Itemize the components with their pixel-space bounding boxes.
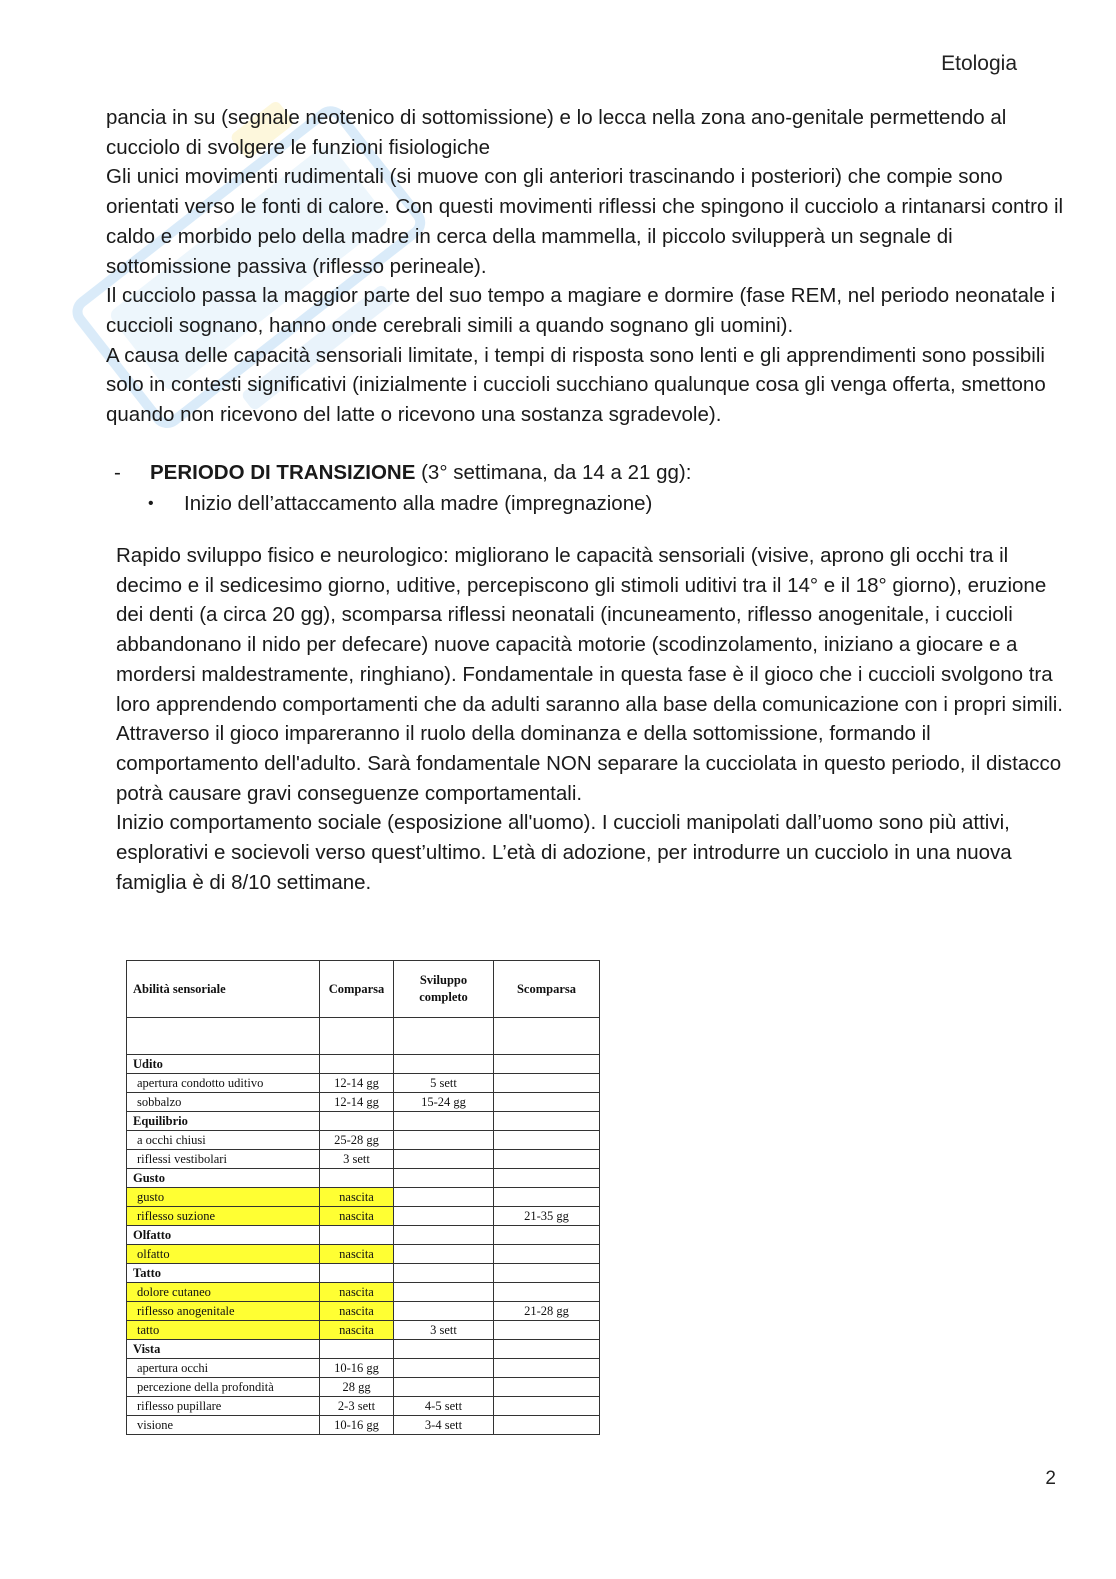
comparsa-cell: 2-3 sett bbox=[320, 1397, 394, 1416]
paragraph: Rapido sviluppo fisico e neurologico: migliorano le capacità sensoriali (visive, aprono gli occhi tra il decimo e il sedicesimo giorno, uditive, percepiscono gli stimoli uditivi tra il 14° e il 18° giorno), eruzione dei denti (a circa 20 gg), scomparsa riflessi neonatali (incuneamento, riflesso anogenitale, i cuccioli abbandonano il nido per defecare) nuove capacità motorie (scodinzolamento, iniziano a giocare e a mordersi maldestramente, ringhiano). Fondamentale in questa fase è il gioco che i cuccioli svolgono tra loro apprendendo comportamenti che da adulti saranno alla base della comunicazione con i propri simili. Attraverso il gioco impareranno il ruolo della dominanza e della sottomissione, formando il comportamento dell'adulto. Sarà fondamentale NON separare la cucciolata in questo periodo, il distacco potrà causare gravi conseguenze comportamentali. bbox=[116, 544, 1063, 805]
ability-cell: riflesso suzione bbox=[127, 1207, 320, 1226]
sviluppo-cell: 4-5 sett bbox=[394, 1397, 494, 1416]
empty-cell bbox=[394, 1264, 494, 1283]
column-header: Abilità sensoriale bbox=[127, 961, 320, 1018]
comparsa-cell: 10-16 gg bbox=[320, 1359, 394, 1378]
comparsa-cell: 28 gg bbox=[320, 1378, 394, 1397]
body-text bbox=[116, 541, 1066, 897]
ability-cell: sobbalzo bbox=[127, 1093, 320, 1112]
table-row bbox=[127, 1302, 600, 1321]
table-row bbox=[127, 1093, 600, 1112]
scomparsa-cell bbox=[494, 1283, 600, 1302]
empty-cell bbox=[494, 1226, 600, 1245]
empty-cell bbox=[494, 1169, 600, 1188]
ability-cell: riflesso pupillare bbox=[127, 1397, 320, 1416]
comparsa-cell: 10-16 gg bbox=[320, 1416, 394, 1435]
empty-cell bbox=[320, 1226, 394, 1245]
sviluppo-cell bbox=[394, 1359, 494, 1378]
sviluppo-cell: 5 sett bbox=[394, 1074, 494, 1093]
table-category-row bbox=[127, 1340, 600, 1359]
scomparsa-cell bbox=[494, 1188, 600, 1207]
table-row bbox=[127, 1245, 600, 1264]
sviluppo-cell: 3 sett bbox=[394, 1321, 494, 1340]
ability-cell: apertura occhi bbox=[127, 1359, 320, 1378]
comparsa-cell: nascita bbox=[320, 1321, 394, 1340]
comparsa-cell: nascita bbox=[320, 1283, 394, 1302]
scomparsa-cell bbox=[494, 1074, 600, 1093]
comparsa-cell: nascita bbox=[320, 1188, 394, 1207]
ability-cell: visione bbox=[127, 1416, 320, 1435]
scomparsa-cell bbox=[494, 1397, 600, 1416]
scomparsa-cell bbox=[494, 1150, 600, 1169]
empty-cell bbox=[320, 1264, 394, 1283]
empty-cell bbox=[494, 1055, 600, 1074]
table-row bbox=[127, 1150, 600, 1169]
ability-cell: olfatto bbox=[127, 1245, 320, 1264]
empty-cell bbox=[320, 1112, 394, 1131]
table-category-row bbox=[127, 1112, 600, 1131]
category-label: Tatto bbox=[127, 1264, 320, 1283]
ability-cell: riflessi vestibolari bbox=[127, 1150, 320, 1169]
comparsa-cell: nascita bbox=[320, 1245, 394, 1264]
scomparsa-cell bbox=[494, 1416, 600, 1435]
table-spacer-row bbox=[127, 1018, 600, 1055]
table-row bbox=[127, 1321, 600, 1340]
ability-cell: riflesso anogenitale bbox=[127, 1302, 320, 1321]
sviluppo-cell bbox=[394, 1207, 494, 1226]
paragraph: Inizio comportamento sociale (esposizione all'uomo). I cuccioli manipolati dall’uomo sono più attivi, esplorativi e socievoli verso quest’ultimo. L’età di adozione, per introdurre un cucciolo in una nuova famiglia è di 8/10 settimane. bbox=[116, 811, 1012, 894]
comparsa-cell: 3 sett bbox=[320, 1150, 394, 1169]
category-label: Udito bbox=[127, 1055, 320, 1074]
paragraph: Gli unici movimenti rudimentali (si muove con gli anteriori trascinando i posteriori) che compie sono orientati verso le fonti di calore. Con questi movimenti riflessi che spingono il cucciolo a rintanarsi contro il caldo e morbido pelo della madre in cerca della mammella, il piccolo svilupperà un segnale di sottomissione passiva (riflesso perineale). bbox=[106, 165, 1064, 278]
list-dash: - bbox=[114, 461, 121, 484]
table-row bbox=[127, 1283, 600, 1302]
scomparsa-cell: 21-35 gg bbox=[494, 1207, 600, 1226]
intro-text bbox=[106, 103, 1066, 430]
paragraph: pancia in su (segnale neotenico di sottomissione) e lo lecca nella zona ano-genitale permettendo al cucciolo di svolgere le funzioni fisiologiche bbox=[106, 106, 1007, 159]
empty-cell bbox=[394, 1055, 494, 1074]
category-label: Vista bbox=[127, 1340, 320, 1359]
table-row bbox=[127, 1416, 600, 1435]
ability-cell: percezione della profondità bbox=[127, 1378, 320, 1397]
section-subtitle: (3° settimana, da 14 a 21 gg): bbox=[415, 461, 692, 484]
table-category-row bbox=[127, 1055, 600, 1074]
scomparsa-cell bbox=[494, 1245, 600, 1264]
empty-cell bbox=[394, 1169, 494, 1188]
table-row bbox=[127, 1397, 600, 1416]
bullet-icon: • bbox=[148, 495, 154, 512]
empty-cell bbox=[394, 1340, 494, 1359]
ability-cell: apertura condotto uditivo bbox=[127, 1074, 320, 1093]
ability-cell: tatto bbox=[127, 1321, 320, 1340]
comparsa-cell: 12-14 gg bbox=[320, 1074, 394, 1093]
paragraph: A causa delle capacità sensoriali limitate, i tempi di risposta sono lenti e gli apprendimenti sono possibili solo in contesti significativi (inizialmente i cuccioli succhiano qualunque cosa gli venga offerta, smettono quando non ricevono del latte o ricevono una sostanza sgradevole). bbox=[106, 343, 1046, 427]
comparsa-cell: 25-28 gg bbox=[320, 1131, 394, 1150]
page-header: Etologia bbox=[941, 52, 1017, 75]
empty-cell bbox=[320, 1055, 394, 1074]
paragraph: Il cucciolo passa la maggior parte del suo tempo a magiare e dormire (fase REM, nel periodo neonatale i cuccioli sognano, hanno onde cerebrali simili a quando sognano gli uomini). bbox=[106, 284, 1056, 337]
ability-cell: dolore cutaneo bbox=[127, 1283, 320, 1302]
empty-cell bbox=[494, 1112, 600, 1131]
sviluppo-cell bbox=[394, 1245, 494, 1264]
sviluppo-cell bbox=[394, 1188, 494, 1207]
column-header: Scomparsa bbox=[494, 961, 600, 1018]
table-row bbox=[127, 1131, 600, 1150]
bullet-item bbox=[148, 489, 652, 519]
table-row bbox=[127, 1359, 600, 1378]
category-label: Olfatto bbox=[127, 1226, 320, 1245]
table-row bbox=[127, 1378, 600, 1397]
scomparsa-cell bbox=[494, 1378, 600, 1397]
comparsa-cell: 12-14 gg bbox=[320, 1093, 394, 1112]
sviluppo-cell bbox=[394, 1302, 494, 1321]
page-number: 2 bbox=[1045, 1468, 1056, 1489]
ability-cell: a occhi chiusi bbox=[127, 1131, 320, 1150]
sviluppo-cell bbox=[394, 1283, 494, 1302]
comparsa-cell: nascita bbox=[320, 1302, 394, 1321]
bullet-text: Inizio dell’attaccamento alla madre (impregnazione) bbox=[184, 492, 653, 515]
table-category-row bbox=[127, 1264, 600, 1283]
table-body bbox=[127, 1018, 600, 1435]
empty-cell bbox=[494, 1340, 600, 1359]
comparsa-cell: nascita bbox=[320, 1207, 394, 1226]
table-row bbox=[127, 1188, 600, 1207]
table-header-row bbox=[127, 961, 600, 1018]
table-row bbox=[127, 1207, 600, 1226]
column-header: Comparsa bbox=[320, 961, 394, 1018]
scomparsa-cell: 21-28 gg bbox=[494, 1302, 600, 1321]
sviluppo-cell: 3-4 sett bbox=[394, 1416, 494, 1435]
category-label: Gusto bbox=[127, 1169, 320, 1188]
sviluppo-cell bbox=[394, 1378, 494, 1397]
empty-cell bbox=[494, 1264, 600, 1283]
empty-cell bbox=[394, 1226, 494, 1245]
sviluppo-cell bbox=[394, 1131, 494, 1150]
category-label: Equilibrio bbox=[127, 1112, 320, 1131]
column-header: Sviluppo completo bbox=[394, 961, 494, 1018]
sviluppo-cell: 15-24 gg bbox=[394, 1093, 494, 1112]
section-heading bbox=[114, 458, 691, 488]
scomparsa-cell bbox=[494, 1093, 600, 1112]
empty-cell bbox=[394, 1112, 494, 1131]
table-row bbox=[127, 1074, 600, 1093]
empty-cell bbox=[320, 1340, 394, 1359]
empty-cell bbox=[320, 1169, 394, 1188]
scomparsa-cell bbox=[494, 1359, 600, 1378]
scomparsa-cell bbox=[494, 1321, 600, 1340]
section-title: PERIODO DI TRANSIZIONE bbox=[150, 461, 416, 484]
ability-cell: gusto bbox=[127, 1188, 320, 1207]
table-category-row bbox=[127, 1226, 600, 1245]
sensory-abilities-table bbox=[126, 960, 600, 1435]
sviluppo-cell bbox=[394, 1150, 494, 1169]
scomparsa-cell bbox=[494, 1131, 600, 1150]
table-category-row bbox=[127, 1169, 600, 1188]
